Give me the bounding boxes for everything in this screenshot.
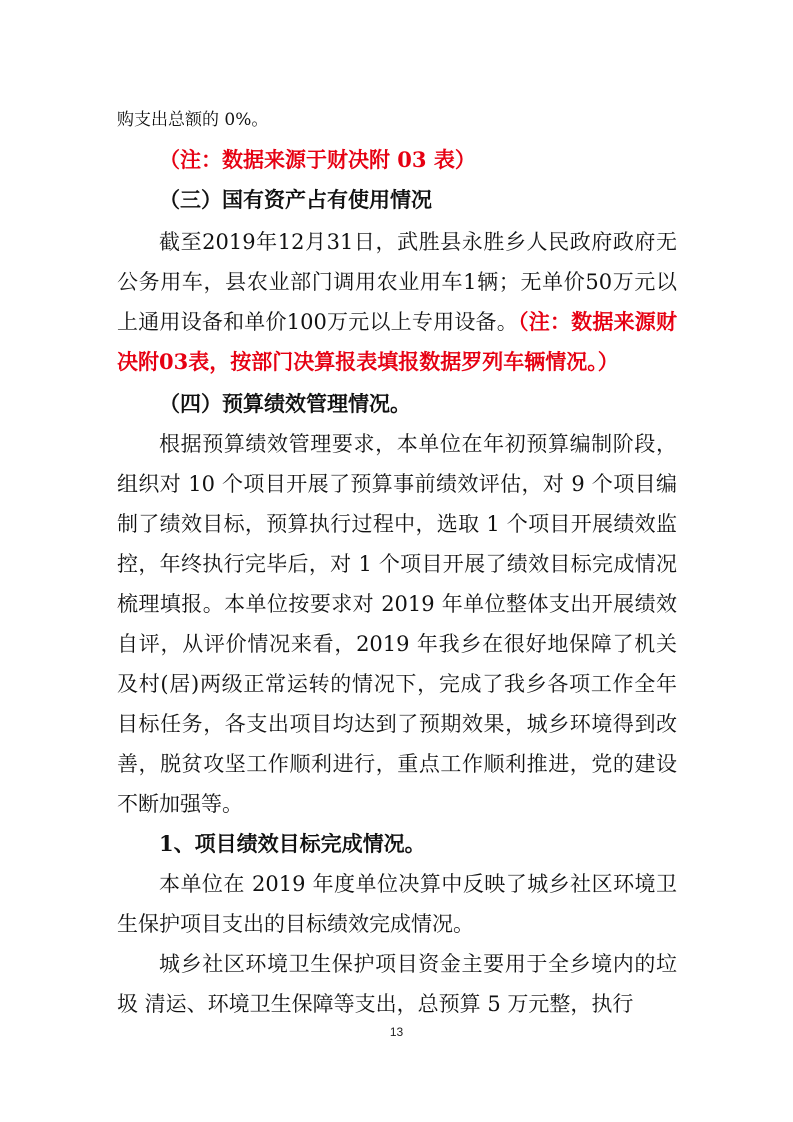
assets-paragraph [117, 222, 677, 382]
assets-text: 截至2019年12月31日，武胜县永胜乡人民政府政府无公务用车，县农业部门调用农业用车1辆；无单价50万元以上通用设备和单价100万元以上专用设备。 [117, 230, 677, 334]
section-heading-assets: （三）国有资产占有使用情况 [159, 187, 432, 212]
page-number: 13 [389, 1025, 404, 1039]
data-source-note: （注：数据来源于财决附 03 表） [159, 147, 476, 172]
assets-source-note: （注：数据来源财决附03表，按部门决算报表填报数据罗列车辆情况。） [117, 309, 677, 374]
continuation-text: 购支出总额的 0%。 [117, 110, 269, 130]
performance-paragraph: 根据预算绩效管理要求，本单位在年初预算编制阶段，组织对 10 个项目开展了预算事前绩效评估，对 9 个项目编制了绩效目标，预算执行过程中，选取 1 个项目开展绩效监控，年终执行完毕后，对 1 个项目开展了绩效目标完成情况梳理填报。本单位按要求对 2019 年单位整体支出开展绩效自评，从评价情况来看，2019 年我乡在很好地保障了机关及村(居)两级正常运转的情况下，完成了我乡各项工作全年目标任务，各支出项目均达到了预期效果，城乡环境得到改善，脱贫攻坚工作顺利进行，重点工作顺利推进，党的建设不断加强等。 [117, 432, 677, 816]
project-goals-paragraph: 本单位在 2019 年度单位决算中反映了城乡社区环境卫生保护项目支出的目标绩效完成情况。 [117, 872, 677, 936]
subheading-project-goals: 1、项目绩效目标完成情况。 [159, 831, 426, 856]
project-funds-paragraph: 城乡社区环境卫生保护项目资金主要用于全乡境内的垃圾 清运、环境卫生保障等支出，总预算 5 万元整，执行 [117, 952, 677, 1016]
section-heading-performance: （四）预算绩效管理情况。 [159, 391, 411, 416]
